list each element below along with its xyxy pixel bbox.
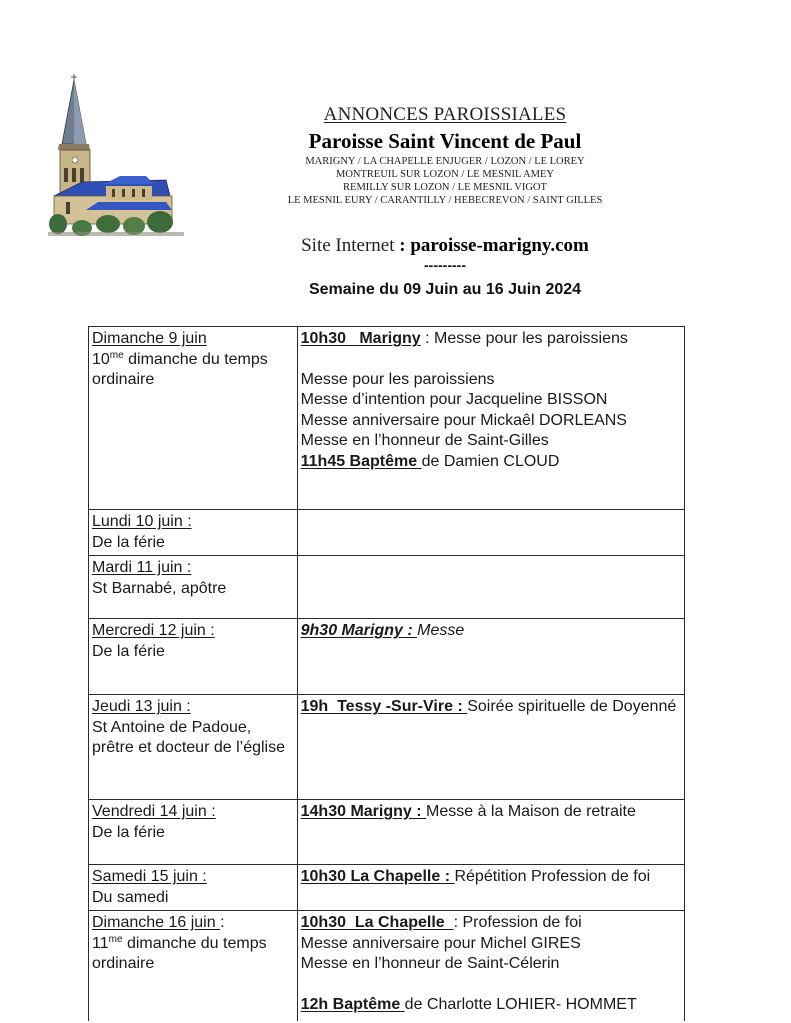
liturgical-day: dimanche du temps ordinaire	[92, 934, 267, 972]
towns-line: MARIGNY / LA CHAPELLE ENJUGER / LOZON / LE LOREY	[305, 156, 585, 167]
event-line: Messe en l’honneur de Saint-Célerin	[300, 955, 560, 972]
event-line: Messe anniversaire pour Michel GIRES	[300, 934, 581, 952]
ordinal-suffix: me	[108, 933, 123, 945]
day-cell	[89, 865, 298, 911]
feast-label: De la férie	[92, 823, 165, 841]
events-cell	[297, 911, 684, 1021]
day-cell	[89, 556, 298, 619]
events-cell	[297, 865, 684, 911]
feast-label: St Antoine de Padoue, prêtre et docteur de l’église	[92, 718, 285, 756]
table-row	[89, 800, 685, 865]
baptism-name: de Charlotte LOHIER- HOMMET	[404, 995, 637, 1013]
event-line: Messe pour les paroissiens	[300, 370, 495, 388]
events-cell	[297, 556, 684, 619]
day-label: Mardi 11 juin :	[92, 559, 192, 576]
table-row	[89, 327, 685, 510]
day-cell	[89, 510, 298, 556]
table-row	[89, 695, 685, 800]
event-place: Marigny	[359, 330, 421, 347]
towns-line: MONTREUIL SUR LOZON / LE MESNIL AMEY	[336, 169, 554, 180]
towns-line: LE MESNIL EURY / CARANTILLY / HEBECREVON / SAINT GILLES	[287, 195, 603, 206]
day-label: Jeudi 13 juin :	[92, 698, 191, 715]
ordinal-number: 11	[92, 934, 109, 952]
website-url[interactable]: paroisse-marigny.com	[410, 235, 589, 256]
table-row	[89, 911, 685, 1021]
day-colon: :	[220, 914, 225, 931]
table-row	[89, 556, 685, 619]
baptism-label: 12h Baptême	[300, 995, 405, 1013]
event-time: 10h30	[300, 330, 346, 347]
events-cell	[297, 800, 684, 865]
events-cell	[297, 327, 684, 510]
event-desc: Messe à la Maison de retraite	[426, 803, 636, 820]
website-colon: :	[399, 235, 411, 256]
day-label: Samedi 15 juin :	[92, 868, 207, 885]
events-cell	[297, 510, 684, 556]
event-line: Messe d’intention pour Jacqueline BISSON	[300, 391, 608, 408]
event-separator: :	[420, 330, 435, 347]
announcements-title: ANNONCES PAROISSIALES	[323, 104, 567, 125]
event-desc: Répétition Profession de foi	[454, 868, 651, 885]
event-time-place: 10h30 La Chapelle	[300, 914, 454, 931]
website-label: Site Internet	[301, 235, 400, 256]
day-cell	[89, 911, 298, 1021]
schedule-table	[88, 326, 685, 1021]
church-illustration-icon	[46, 72, 188, 248]
event-desc: Soirée spirituelle de Doyenné	[467, 698, 677, 715]
feast-label: Du samedi	[92, 888, 169, 906]
day-label: Vendredi 14 juin :	[92, 803, 216, 820]
baptism-name: de Damien CLOUD	[421, 452, 560, 470]
day-cell	[89, 695, 298, 800]
event-desc: Messe	[417, 622, 465, 639]
event-desc: : Profession de foi	[453, 914, 582, 931]
event-line: Messe anniversaire pour Mickaêl DORLEANS	[300, 411, 627, 429]
ordinal-suffix: me	[109, 349, 124, 361]
towns-line: REMILLY SUR LOZON / LE MESNIL VIGOT	[343, 182, 547, 193]
website-line	[240, 235, 650, 257]
events-cell	[297, 619, 684, 695]
baptism-label: 11h45 Baptême	[300, 452, 422, 470]
event-line	[301, 452, 682, 473]
day-label: Dimanche 16 juin	[92, 914, 221, 931]
table-row	[89, 510, 685, 556]
day-cell	[89, 327, 298, 510]
event-time-place: 19h Tessy -Sur-Vire :	[300, 698, 468, 715]
event-time-place: 10h30 La Chapelle :	[300, 868, 455, 885]
events-cell	[297, 695, 684, 800]
table-row	[89, 619, 685, 695]
separator: ---------	[424, 257, 466, 273]
day-label: Lundi 10 juin :	[92, 513, 192, 530]
event-line: Messe en l’honneur de Saint-Gilles	[300, 432, 549, 449]
day-label: Dimanche 9 juin	[92, 330, 207, 347]
liturgical-day: dimanche du temps ordinaire	[92, 350, 268, 388]
event-time-place: 14h30 Marigny :	[300, 803, 426, 820]
day-label: Mercredi 12 juin :	[92, 622, 215, 639]
event-time-place: 9h30 Marigny :	[300, 622, 418, 639]
ordinal-number: 10	[92, 350, 110, 368]
day-cell	[89, 619, 298, 695]
parish-name: Paroisse Saint Vincent de Paul	[308, 129, 582, 153]
table-row	[89, 865, 685, 911]
feast-label: De la férie	[92, 642, 165, 660]
feast-label: De la férie	[92, 533, 165, 551]
feast-label: St Barnabé, apôtre	[92, 579, 227, 597]
event-line	[301, 995, 682, 1016]
day-cell	[89, 800, 298, 865]
event-desc: Messe pour les paroissiens	[434, 330, 628, 347]
towns-list	[240, 155, 650, 207]
week-heading: Semaine du 09 Juin au 16 Juin 2024	[308, 281, 582, 298]
